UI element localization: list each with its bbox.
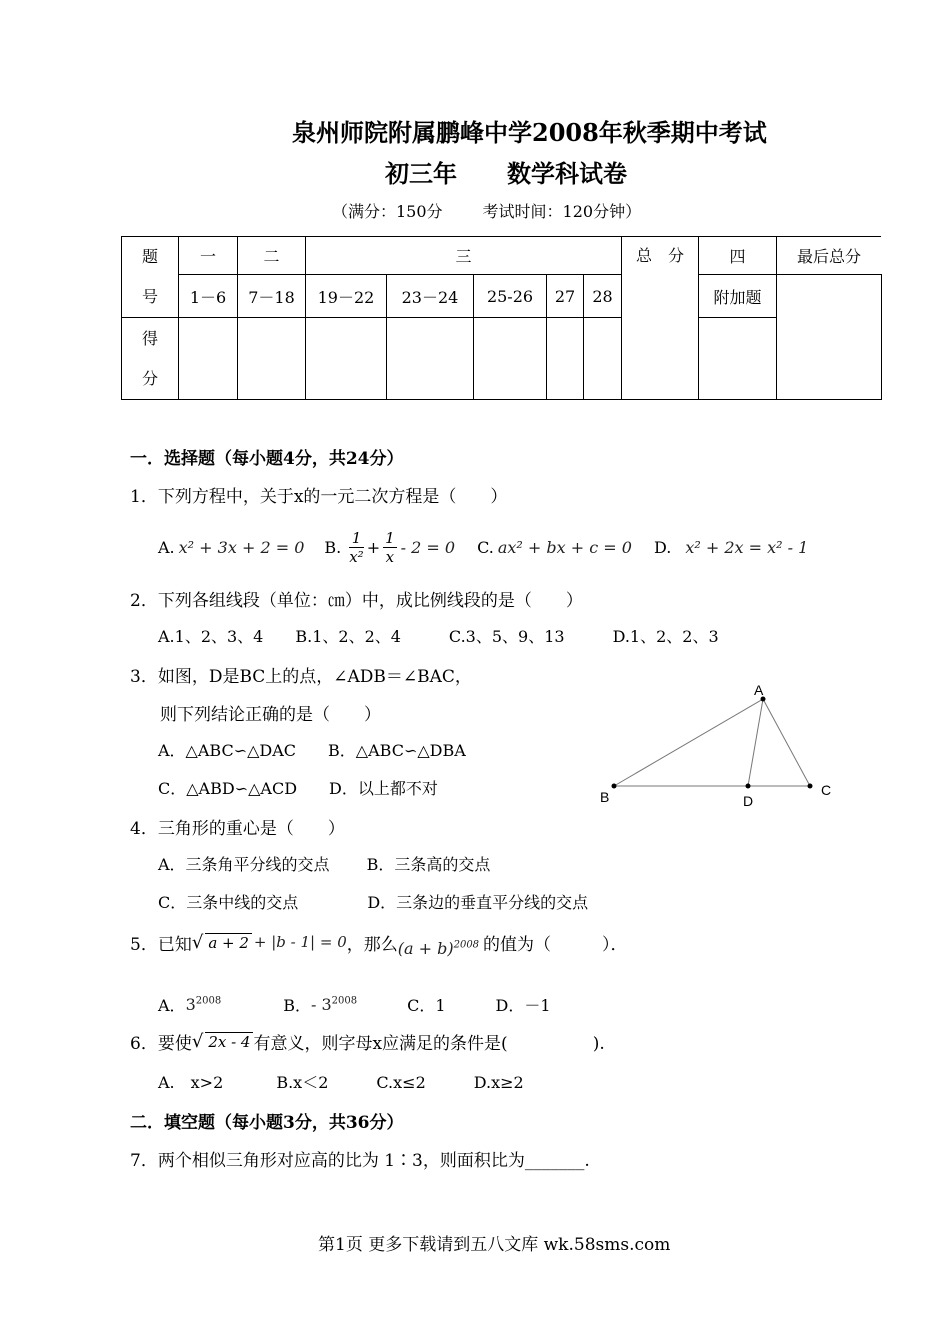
- q1-options: [158, 522, 808, 572]
- section-2-header: 二: [238, 237, 306, 275]
- section-2-heading: 二．填空题（每小题3分，共36分）: [130, 1113, 404, 1133]
- q1-b-plus: +: [366, 537, 381, 557]
- q3-stem: 3．如图，D是BC上的点，∠ADB＝∠BAC，: [130, 667, 472, 687]
- q3-options-ab: A．△ABC∽△DAC B．△ABC∽△DBA: [158, 741, 466, 760]
- side-ac: [763, 699, 810, 786]
- q6-stem-pre: 6．要使: [130, 1033, 192, 1054]
- q1-a-label: A.: [158, 537, 175, 557]
- q5-opt-c: C．1: [407, 995, 446, 1015]
- page-footer: 第1页 更多下载请到五八文库 wk.58sms.com: [318, 1235, 671, 1255]
- q3-options-cd: C．△ABD∽△ACD D．以上都不对: [158, 779, 438, 798]
- q4-stem: 4．三角形的重心是（ ）: [130, 819, 345, 839]
- section-3-header: 三: [306, 237, 622, 275]
- subject-label: 数学科试卷: [507, 159, 627, 188]
- q1-a-expr: x² + 3x + 2 = 0: [178, 537, 305, 557]
- range-cell: 23－24: [387, 275, 474, 318]
- grade-label: 初三年: [385, 159, 457, 188]
- exam-title: 泉州师院附属鹏峰中学2008年秋季期中考试: [292, 118, 767, 147]
- score-cell[interactable]: [306, 318, 387, 400]
- q1-c-expr: ax² + bx + c = 0: [497, 537, 632, 557]
- label-c: C: [821, 782, 832, 798]
- q1-d-expr: x² + 2x = x² - 1: [685, 537, 809, 557]
- triangle-figure: [590, 678, 840, 818]
- label-a: A: [754, 682, 764, 698]
- col-header-cell: 题 号: [122, 237, 179, 318]
- range-cell: 25-26: [474, 275, 547, 318]
- range-cell: 28: [584, 275, 622, 318]
- q5-options: [158, 990, 551, 1018]
- q6-options: A. x>2 B.x＜2 C.x≤2 D.x≥2: [158, 1073, 524, 1092]
- q4-options-ab: A．三条角平分线的交点 B．三条高的交点: [158, 855, 491, 874]
- point-d: [746, 784, 751, 789]
- section-4-header: 四: [699, 237, 777, 275]
- q2-stem: 2．下列各组线段（单位：㎝）中，成比例线段的是（ ）: [130, 591, 583, 611]
- score-cell[interactable]: [387, 318, 474, 400]
- range-cell: 7－18: [238, 275, 306, 318]
- q5-opt-a-value: $3^{2008}$: [185, 994, 222, 1014]
- sqrt-icon: √: [191, 1030, 204, 1052]
- q5-stem: [130, 926, 628, 958]
- q1-stem: 1．下列方程中，关于x的一元二次方程是（ ）: [130, 487, 508, 507]
- q6-stem-post: 有意义，则字母x应满足的条件是( ).: [253, 1033, 605, 1054]
- label-d: D: [743, 793, 754, 809]
- score-cell[interactable]: [584, 318, 622, 400]
- point-c: [808, 784, 813, 789]
- exam-subtitle: [385, 154, 627, 189]
- q3-stem2: 则下列结论正确的是（ ）: [160, 705, 381, 725]
- extra-question-label: 附加题: [699, 275, 777, 318]
- exam-time: 考试时间：120分钟）: [482, 202, 642, 221]
- q5-stem-post: 的值为（ ）．: [483, 934, 628, 955]
- score-cell[interactable]: [474, 318, 547, 400]
- final-total-cell: [777, 275, 882, 400]
- q5-opt-b: B．: [283, 995, 311, 1015]
- total-score-header: 总 分: [622, 237, 699, 400]
- exam-info: [332, 199, 641, 222]
- score-cell[interactable]: [547, 318, 584, 400]
- q1-b-rest: - 2 = 0: [400, 537, 456, 557]
- q5-abs: + |b - 1| = 0: [253, 933, 347, 951]
- q1-c-label: C.: [477, 537, 494, 557]
- side-ab: [614, 699, 763, 786]
- score-cell[interactable]: [699, 318, 777, 400]
- full-score: （满分：150分: [332, 202, 443, 221]
- q6-stem: [130, 1026, 605, 1056]
- label-b: B: [600, 789, 610, 805]
- q5-power: $(a + b)^{2008}$: [397, 938, 480, 958]
- range-cell: 27: [547, 275, 584, 318]
- q1-b-label: B.: [324, 537, 342, 557]
- q1-b-frac1: $\frac{1}{\text{x²}}$: [349, 528, 364, 566]
- q5-opt-d: D．－1: [495, 995, 551, 1015]
- side-ad: [748, 699, 763, 786]
- q5-sqrt: a + 2: [205, 933, 252, 952]
- final-total-header: 最后总分: [777, 237, 882, 275]
- q4-options-cd: C．三条中线的交点 D．三条边的垂直平分线的交点: [158, 893, 589, 912]
- score-cell[interactable]: [179, 318, 238, 400]
- q5-opt-b-value: - $3^{2008}$: [310, 994, 358, 1014]
- section-1-header: 一: [179, 237, 238, 275]
- q5-stem-mid: ，那么: [346, 934, 398, 955]
- score-cell[interactable]: [238, 318, 306, 400]
- q6-sqrt: 2x - 4: [205, 1032, 253, 1051]
- q7-stem: 7．两个相似三角形对应高的比为 1∶3，则面积比为_______.: [130, 1151, 590, 1171]
- q5-opt-a: A．: [158, 995, 186, 1015]
- row-header-cell: 得 分: [122, 318, 179, 400]
- point-b: [612, 784, 617, 789]
- q5-stem-pre: 5．已知: [130, 934, 192, 955]
- score-table: [121, 236, 882, 400]
- q1-d-label: D.: [653, 537, 672, 557]
- sqrt-icon: √: [191, 931, 204, 953]
- range-cell: 19－22: [306, 275, 387, 318]
- q1-b-frac2: $\frac{1}{x}$: [385, 528, 395, 566]
- range-cell: 1－6: [179, 275, 238, 318]
- q2-options: A.1、2、3、4 B.1、2、2、4 C.3、5、9、13 D.1、2、2、3: [158, 627, 719, 646]
- section-1-heading: 一．选择题（每小题4分，共24分）: [130, 449, 404, 469]
